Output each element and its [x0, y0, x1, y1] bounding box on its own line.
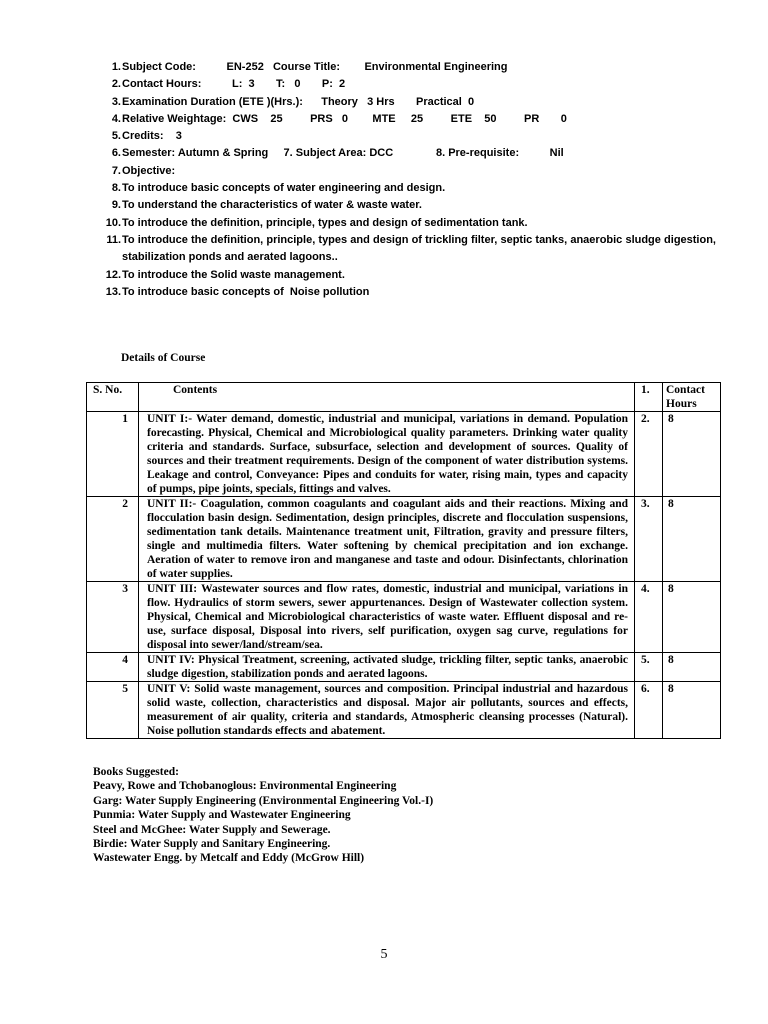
book-item: Wastewater Engg. by Metcalf and Eddy (McGrow Hill): [93, 852, 365, 865]
spec-item-text: Examination Duration (ETE )(Hrs.): Theory 3 Hrs Practical 0: [122, 95, 475, 108]
book-item: Peavy, Rowe and Tchobanoglous: Environmental Engineering: [93, 780, 397, 793]
row-content: UNIT IV: Physical Treatment, screening, activated sludge, trickling filter, septic tanks, anaerobic sludge digestion, stabilization ponds and aerated lagoons.: [139, 653, 635, 682]
details-of-course-heading: Details of Course: [121, 352, 206, 364]
spec-item: [92, 145, 716, 162]
spec-item: [92, 94, 716, 111]
spec-item-number: 4.: [111, 112, 121, 125]
row-hours: 8: [663, 497, 721, 582]
row-number: 2.: [635, 412, 663, 497]
spec-item-text: To introduce basic concepts of water engineering and design.: [122, 182, 446, 195]
spec-item-text: Contact Hours: L: 3 T: 0 P: 2: [122, 78, 346, 91]
spec-item-number: 12.: [105, 268, 121, 281]
objective-item: [92, 197, 716, 214]
objective-item: [92, 284, 716, 301]
spec-item-text: To introduce the definition, principle, types and design of sedimentation tank.: [122, 216, 528, 229]
spec-item-text: Objective:: [122, 164, 176, 177]
spec-item-text: To introduce the definition, principle, types and design of trickling filter, septic tanks, anaerobic sludge digestion, stabilization ponds and aerated lagoons..: [122, 233, 716, 264]
spec-item-text: To introduce basic concepts of Noise pollution: [122, 285, 370, 298]
spec-item: [92, 76, 716, 93]
course-details-table: [86, 382, 721, 739]
spec-item-number: 11.: [106, 233, 121, 246]
book-item: Punmia: Water Supply and Wastewater Engineering: [93, 809, 351, 822]
row-hours: 8: [663, 682, 721, 739]
row-content: UNIT V: Solid waste management, sources and composition. Principal industrial and hazardous solid waste, collection, characteristics and disposal. Major air pollutants, sources and effects, measurement of air quality, criteria and standards, Atmospheric cleansing processes (Natural). Noise pollution standards effects and abatement.: [139, 682, 635, 739]
row-hours: 8: [663, 653, 721, 682]
objective-item: [92, 180, 716, 197]
objective-item: [92, 215, 716, 232]
book-item: Steel and McGhee: Water Supply and Sewerage.: [93, 823, 331, 836]
spec-item-number: 1.: [111, 61, 121, 73]
row-hours: 8: [663, 582, 721, 653]
spec-item-number: 5.: [111, 130, 121, 143]
row-number: 6.: [635, 682, 663, 739]
spec-item-text: To understand the characteristics of water & waste water.: [122, 199, 422, 212]
spec-item-text: Credits: 3: [122, 130, 182, 143]
row-hours: 8: [663, 412, 721, 497]
spec-item-number: 13.: [105, 285, 121, 298]
header-contact-hours: Contact Hours: [663, 383, 721, 412]
spec-item-number: 3.: [111, 95, 121, 108]
header-contents: Contents: [139, 383, 635, 412]
spec-item-number: 7.: [111, 164, 121, 177]
row-sno: 5: [87, 682, 139, 739]
row-sno: 4: [87, 653, 139, 682]
spec-item: [92, 111, 716, 128]
row-content: UNIT II:- Coagulation, common coagulants and coagulant aids and their reactions. Mixing and flocculation basin design. Sedimentation, design principles, discrete and flocculation suspensions, sedimentation tank details. Maintenance treatment unit, Filtration, gravity and pressure filters, single and multimedia filters. Water softening by chemical precipitation and ion exchange. Aeration of water to remove iron and manganese and taste and odour. Disinfectants, chlorination of water supplies.: [139, 497, 635, 582]
spec-item-number: 10.: [105, 216, 121, 229]
spec-item: [92, 163, 716, 180]
row-sno: 2: [87, 497, 139, 582]
row-sno: 1: [87, 412, 139, 497]
row-number: 4.: [635, 582, 663, 653]
books-suggested: [93, 765, 433, 866]
spec-item-text: Semester: Autumn & Spring 7. Subject Area: DCC 8. Pre-requisite: Nil: [122, 147, 564, 160]
table-row: [87, 653, 721, 682]
row-number: 3.: [635, 497, 663, 582]
table-row: [87, 582, 721, 653]
spec-item-number: 6.: [111, 147, 121, 160]
header-sno: S. No.: [87, 383, 139, 412]
course-spec-list: [92, 59, 716, 301]
page-number: 5: [380, 947, 388, 962]
spec-item-number: 9.: [111, 199, 121, 212]
spec-item: [92, 59, 716, 76]
book-item: Birdie: Water Supply and Sanitary Engineering.: [93, 838, 331, 851]
objective-item: [92, 267, 716, 284]
table-row: [87, 412, 721, 497]
books-heading: Books Suggested:: [93, 766, 179, 778]
header-number: 1.: [635, 383, 663, 412]
objective-item: [92, 232, 716, 267]
spec-item-text: Relative Weightage: CWS 25 PRS 0 MTE 25 ETE 50 PR 0: [122, 112, 567, 125]
spec-item-number: 2.: [111, 78, 121, 91]
spec-item-text: Subject Code: EN-252 Course Title: Environmental Engineering: [122, 61, 508, 73]
table-row: [87, 682, 721, 739]
spec-item: [92, 128, 716, 145]
book-item: Garg: Water Supply Engineering (Environmental Engineering Vol.-I): [93, 794, 434, 807]
row-content: UNIT III: Wastewater sources and flow rates, domestic, industrial and municipal, variations in flow. Hydraulics of storm sewers, sewer appurtenances. Design of Wastewater collection system. Physical, Chemical and Microbiological characteristics of waste water. Effluent disposal and re-use, surface disposal, Disposal into rivers, self purification, oxygen sag curve, regulations for disposal into sewer/land/stream/sea.: [139, 582, 635, 653]
spec-item-text: To introduce the Solid waste management.: [122, 268, 345, 281]
row-content: UNIT I:- Water demand, domestic, industrial and municipal, variations in demand. Population forecasting. Physical, Chemical and Microbiological quality parameters. Drinking water quality criteria and standards. Surface, subsurface, selection and development of sources. Quality of sources and their treatment requirements. Design of the component of water distribution systems. Leakage and control, Conveyance: Pipes and conduits for water, rising main, types and capacity of pumps, pipe joints, specials, fittings and valves.: [139, 412, 635, 497]
table-row: [87, 497, 721, 582]
spec-item-number: 8.: [111, 182, 121, 195]
row-sno: 3: [87, 582, 139, 653]
table-header-row: [87, 383, 721, 412]
row-number: 5.: [635, 653, 663, 682]
